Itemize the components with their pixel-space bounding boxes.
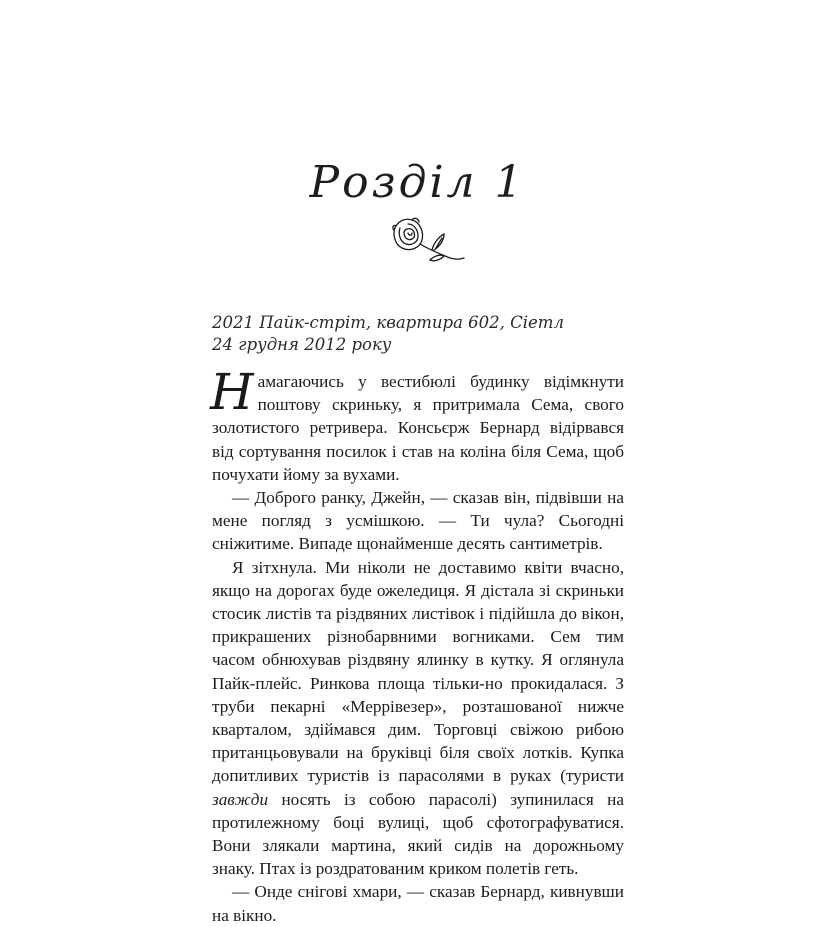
location-heading (212, 312, 632, 356)
chapter-title: Розділ 1 (309, 157, 526, 209)
chapter-body (210, 363, 624, 927)
paragraph: — Доброго ранку, Джейн, — сказав він, підвівши на мене погляд з усмішкою. — Ти чула? Сьогодні сніжитиме. Випаде щонайменше десять сантиметрів. (212, 488, 624, 554)
drop-cap: Н (210, 363, 254, 421)
paragraph: Я зітхнула. Ми ніколи не доставимо квіти вчасно, якщо на дорогах буде ожеледиця. Я дістала зі скриньки стосик листів та різдвяних листівок і підійшла до вікон, прикрашених різнобарвними вогниками. Сем тим часом обнюхував різдвяну ялинку в кутку. Я оглянула Пайк-плейс. Ринкова площа тільки-но прокидалася. З труби пекарні «Меррівезер», розташованої нижче кварталом, здіймався дим. Торговці свіжою рибою пританцьовували на бруківці біля своїх лотків. Купка допитливих туристів із парасолями в руках (туристи завжди носять із собою парасолі) зупинилася на протилежному боці вулиці, щоб сфотографуватися. Вони злякали мартина, який сидів на дорожньому знаку. Птах із роздратованим криком полетів геть. (212, 557, 624, 879)
paragraph: — Онде снігові хмари, — сказав Бернард, кивнувши на вікно. (212, 882, 624, 925)
address-line: 2021 Пайк-стріт, квартира 602, Сіетл (212, 313, 564, 332)
paragraph: Намагаючись у вестибюлі будинку відімкнути поштову скриньку, я притримала Сема, свого золотистого ретривера. Консьєрж Бернард відірвався від сортування посилок і став на коліна біля Сема, щоб почухати йому за вухами. (210, 363, 624, 484)
emphasis-text: завжди (212, 789, 269, 809)
rose-icon (388, 214, 476, 264)
date-line: 24 грудня 2012 року (212, 335, 392, 354)
